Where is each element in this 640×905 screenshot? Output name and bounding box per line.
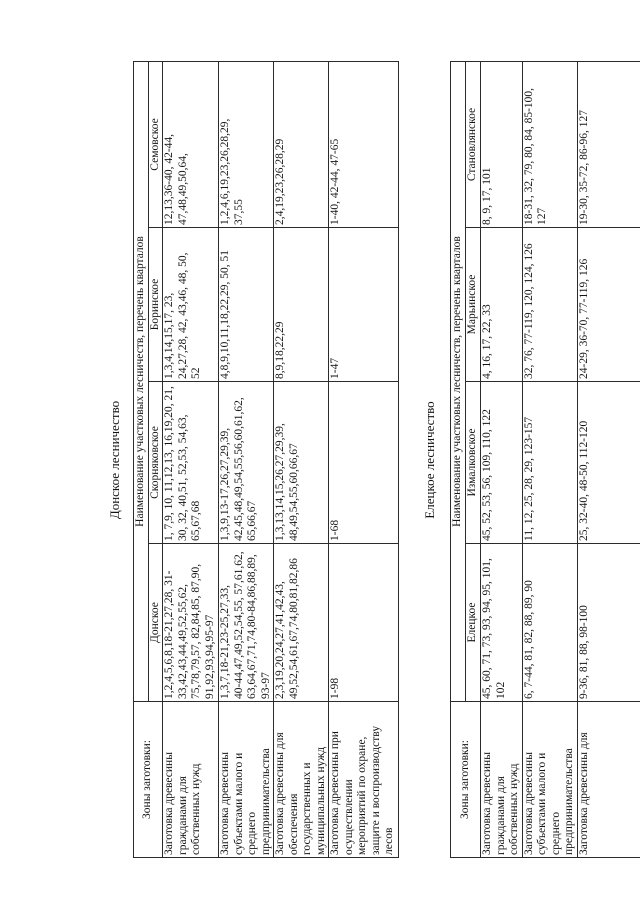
zone-cell: Заготовка древесины для	[577, 702, 640, 858]
quarters-cell: 9-36, 81, 88, 98-100	[577, 544, 640, 702]
table-header-row	[134, 61, 149, 857]
quarters-cell: 18-31, 32, 79, 80, 84, 85-100, 127	[522, 61, 577, 227]
column-header: Донское	[148, 544, 163, 702]
column-header: Измалковское	[466, 382, 481, 544]
quarters-cell: 8, 9, 17, 101	[481, 61, 523, 227]
quarters-cell: 19-30, 35-72, 86-96, 127	[577, 61, 640, 227]
quarters-cell: 25, 32-40, 48-50, 112-120	[577, 382, 640, 544]
group-header: Наименование участковых лесничеств, перечень кварталов	[451, 61, 466, 701]
quarters-cell: 2,4,19,23,26,28,29	[274, 61, 329, 227]
section-title-donskoe: Донское лесничество	[107, 400, 122, 520]
table-row	[274, 61, 329, 857]
quarters-cell: 24-29, 36-70, 77-119, 126	[577, 228, 640, 382]
quarters-cell: 1, 7,9, 10, 11,12,13, 16,19,20, 21, 30, 32, 40,51, 52,53, 54,63, 65,67,68	[163, 382, 219, 544]
donskoe-forestry-table	[133, 61, 399, 858]
table-row	[522, 61, 577, 857]
group-header: Наименование участковых лесничеств, перечень кварталов	[134, 61, 149, 701]
table-row	[219, 61, 274, 857]
quarters-cell: 12,13,36-40, 42-44, 47,48,49,50,64,	[163, 61, 219, 227]
table-row	[481, 61, 523, 857]
quarters-cell: 1-68	[329, 382, 399, 544]
table-row	[329, 61, 399, 857]
quarters-cell: 45, 60, 71, 73, 93, 94, 95, 101, 102	[481, 544, 523, 702]
quarters-cell: 4, 16, 17, 22, 33	[481, 228, 523, 382]
zone-cell: Заготовка древесины при осуществлении мероприятий по охране, защите и воспроизводству лесов	[329, 702, 399, 858]
table-row	[163, 61, 219, 857]
quarters-cell: 1,2,4,6,19,23,26,28,29, 37,55	[219, 61, 274, 227]
column-header: Становлянское	[466, 61, 481, 227]
zone-cell: Заготовка древесины гражданами для собственных нужд	[163, 702, 219, 858]
table-row	[577, 61, 640, 857]
column-header: Боринское	[148, 228, 163, 382]
quarters-cell: 1,3,4,14,15,17, 23, 24,27,28, 42, 43,46, 48, 50, 52	[163, 228, 219, 382]
column-header: Скорняковское	[148, 382, 163, 544]
zone-cell: Заготовка древесины субъектами малого и среднего предпринимательства	[522, 702, 577, 858]
quarters-cell: 1,3,13,14,15,26,27,29,39, 48,49,54,55,60,66,67	[274, 382, 329, 544]
quarters-cell: 1-47	[329, 228, 399, 382]
quarters-cell: 2,3,19,20,24,27,41,42,43, 49,52,54,61,67,74,80,81,82,86	[274, 544, 329, 702]
yeletskoe-forestry-table	[450, 61, 640, 858]
column-header: Елецкое	[466, 544, 481, 702]
column-header: Семовское	[148, 61, 163, 227]
column-header: Марьинское	[466, 228, 481, 382]
quarters-cell: 4,8,9,10,11,18,22,29, 50, 51	[219, 228, 274, 382]
quarters-cell: 32, 76, 77-119, 120, 124, 126	[522, 228, 577, 382]
quarters-cell: 45, 52, 53, 56, 109, 110, 122	[481, 382, 523, 544]
zone-cell: Заготовка древесины гражданами для собственных нужд	[481, 702, 523, 858]
quarters-cell: 8,9,18,22,29	[274, 228, 329, 382]
quarters-cell: 1-98	[329, 544, 399, 702]
table-header-row	[451, 61, 466, 857]
zone-header: Зоны заготовки:	[134, 702, 163, 858]
quarters-cell: 1,2,4,5,6,8,18-21,27,28, 31- 33,42,43,44,49,52,55,62, 75,78,79,57, 82,84,85, 87,90, 91,92,93,94,95-97	[163, 544, 219, 702]
section-title-yeletskoe: Елецкое лесничество	[422, 401, 437, 519]
quarters-cell: 1,3,7,18-21,23-25,27,33, 40-44,47,49,52,54,55, 57,61,62, 63,64,67,71,74,80-84,86,88,89, 93-97	[219, 544, 274, 702]
quarters-cell: 6, 7-44, 81, 82, 88, 89, 90	[522, 544, 577, 702]
zone-header: Зоны заготовки:	[451, 702, 481, 858]
zone-cell: Заготовка древесины для обеспечения государственных и муниципальных нужд	[274, 702, 329, 858]
quarters-cell: 1,3,9,13-17,26,27,29,39, 42,45,48,49,54,55,56,60,61,62, 65,66,67	[219, 382, 274, 544]
zone-cell: Заготовка древесины субъектами малого и среднего предпринимательства	[219, 702, 274, 858]
quarters-cell: 1-40, 42-44, 47-65	[329, 61, 399, 227]
quarters-cell: 11, 12, 25, 28, 29, 123-157	[522, 382, 577, 544]
